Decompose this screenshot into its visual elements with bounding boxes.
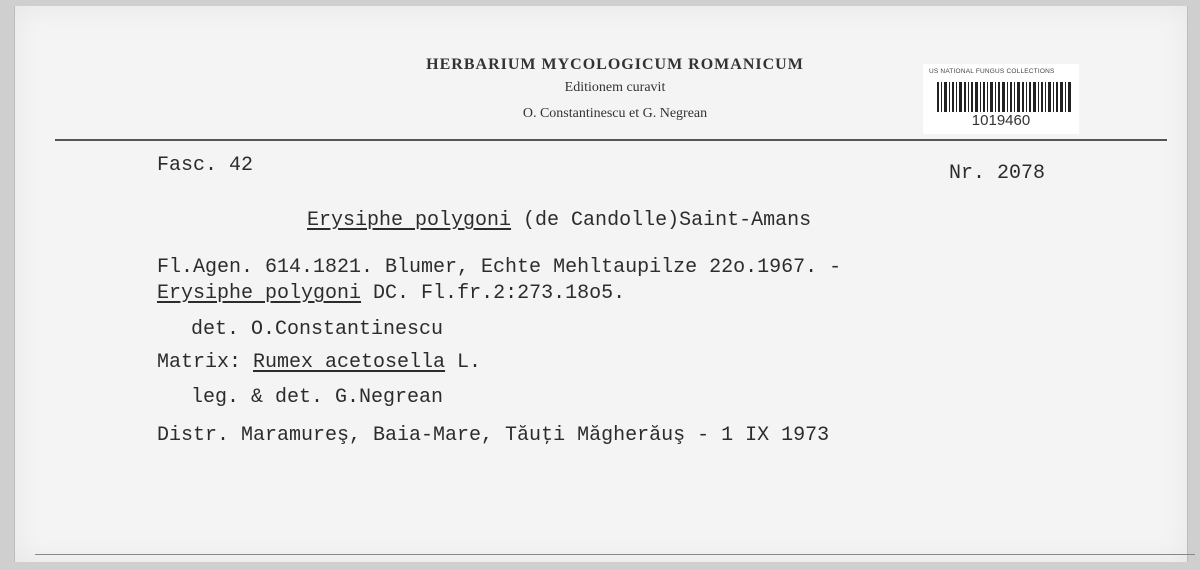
fascicle-number: Fasc. 42 [157, 154, 254, 177]
synonym-name: Erysiphe polygoni [157, 282, 362, 305]
host-author: L. [445, 351, 482, 374]
locality-date: Distr. Maramureş, Baia-Mare, Tăuţi Măgherăuş - 1 IX 1973 [157, 424, 830, 447]
collection-title: HERBARIUM MYCOLOGICUM ROMANICUM [426, 56, 804, 73]
matrix-line [157, 351, 481, 374]
species-author: (de Candolle)Saint-Amans [511, 209, 812, 232]
barcode-sticker [923, 64, 1079, 134]
barcode-number: 1019460 [971, 112, 1031, 129]
herbarium-label [14, 6, 1188, 562]
reference-line-2 [157, 282, 625, 305]
barcode-caption: US NATIONAL FUNGUS COLLECTIONS [929, 68, 1055, 75]
collector: leg. & det. G.Negrean [191, 386, 444, 409]
species-name: Erysiphe polygoni [307, 209, 512, 232]
reference-line-1: Fl.Agen. 614.1821. Blumer, Echte Mehltaupilze 22o.1967. - [157, 256, 842, 279]
synonym-reference: DC. Fl.fr.2:273.18o5. [361, 282, 626, 305]
species-line [307, 209, 811, 232]
barcode-icon [937, 82, 1071, 112]
host-name: Rumex acetosella [253, 351, 446, 374]
bottom-edge-line [35, 554, 1195, 555]
specimen-number: Nr. 2078 [949, 162, 1046, 185]
collection-subtitle: Editionem curavit [564, 80, 666, 95]
matrix-label: Matrix: [157, 351, 254, 374]
determiner: det. O.Constantinescu [191, 318, 444, 341]
header-divider [55, 139, 1167, 141]
collection-editors: O. Constantinescu et G. Negrean [522, 106, 708, 121]
